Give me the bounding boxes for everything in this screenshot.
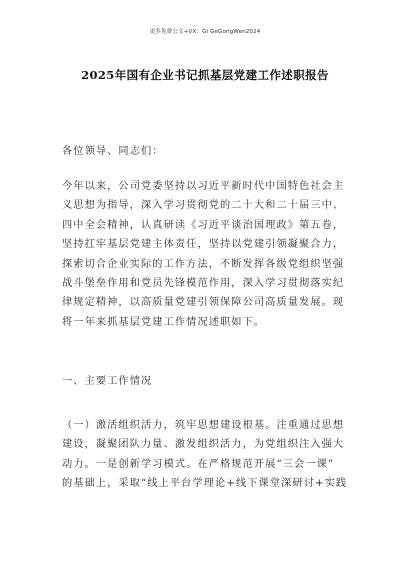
paragraph-line: 义思想为指导，深入学习贯彻党的二十大和二十届三中、	[62, 200, 345, 212]
paragraph-line: 战斗堡垒作用和党员先锋模范作用，深入学习贯彻落实纪	[62, 278, 345, 290]
paragraph-line: 建设，凝聚团队力量、激发组织活力，为党组织注入强大	[62, 439, 345, 451]
salutation	[62, 142, 362, 161]
paragraph-line: 今年以来，公司党委坚持以习近平新时代中国特色社会主	[62, 181, 345, 192]
section-heading-text: 一、主要工作情况	[62, 376, 153, 387]
salutation-text: 各位领导、同志们：	[62, 146, 164, 157]
paragraph-line: 动力。一是创新学习模式。在严格规范开展“三会一课”	[62, 458, 335, 470]
paragraph-line: 四中全会精神，认真研读《习近平谈治国理政》第五卷，	[62, 219, 345, 231]
header-promo-note: 更多免费公文+VX：Gi GeGongWen2024	[149, 29, 261, 35]
paragraph-organization-vitality	[62, 416, 362, 494]
document-title: 2025年国有企业书记抓基层党建工作述职报告	[81, 68, 329, 82]
paragraph-line: （一）激活组织活力，筑牢思想建设根基。注重通过思想	[62, 420, 345, 431]
paragraph-line: 的基础上，采取“线上平台学理论+线下课堂深研讨+实践	[62, 478, 348, 490]
paragraph-line: 律规定精神，以高质量党建引领保障公司高质量发展。现	[62, 297, 345, 309]
paragraph-line: 探索切合企业实际的工作方法，不断发挥各级党组织坚强	[62, 258, 345, 270]
section-heading	[62, 372, 362, 391]
paragraph-line: 坚持扛牢基层党建主体责任，坚持以党建引领凝聚合力，	[62, 239, 345, 251]
paragraph-intro	[62, 177, 362, 332]
paragraph-line: 将一年来抓基层党建工作情况述职如下。	[62, 316, 266, 328]
